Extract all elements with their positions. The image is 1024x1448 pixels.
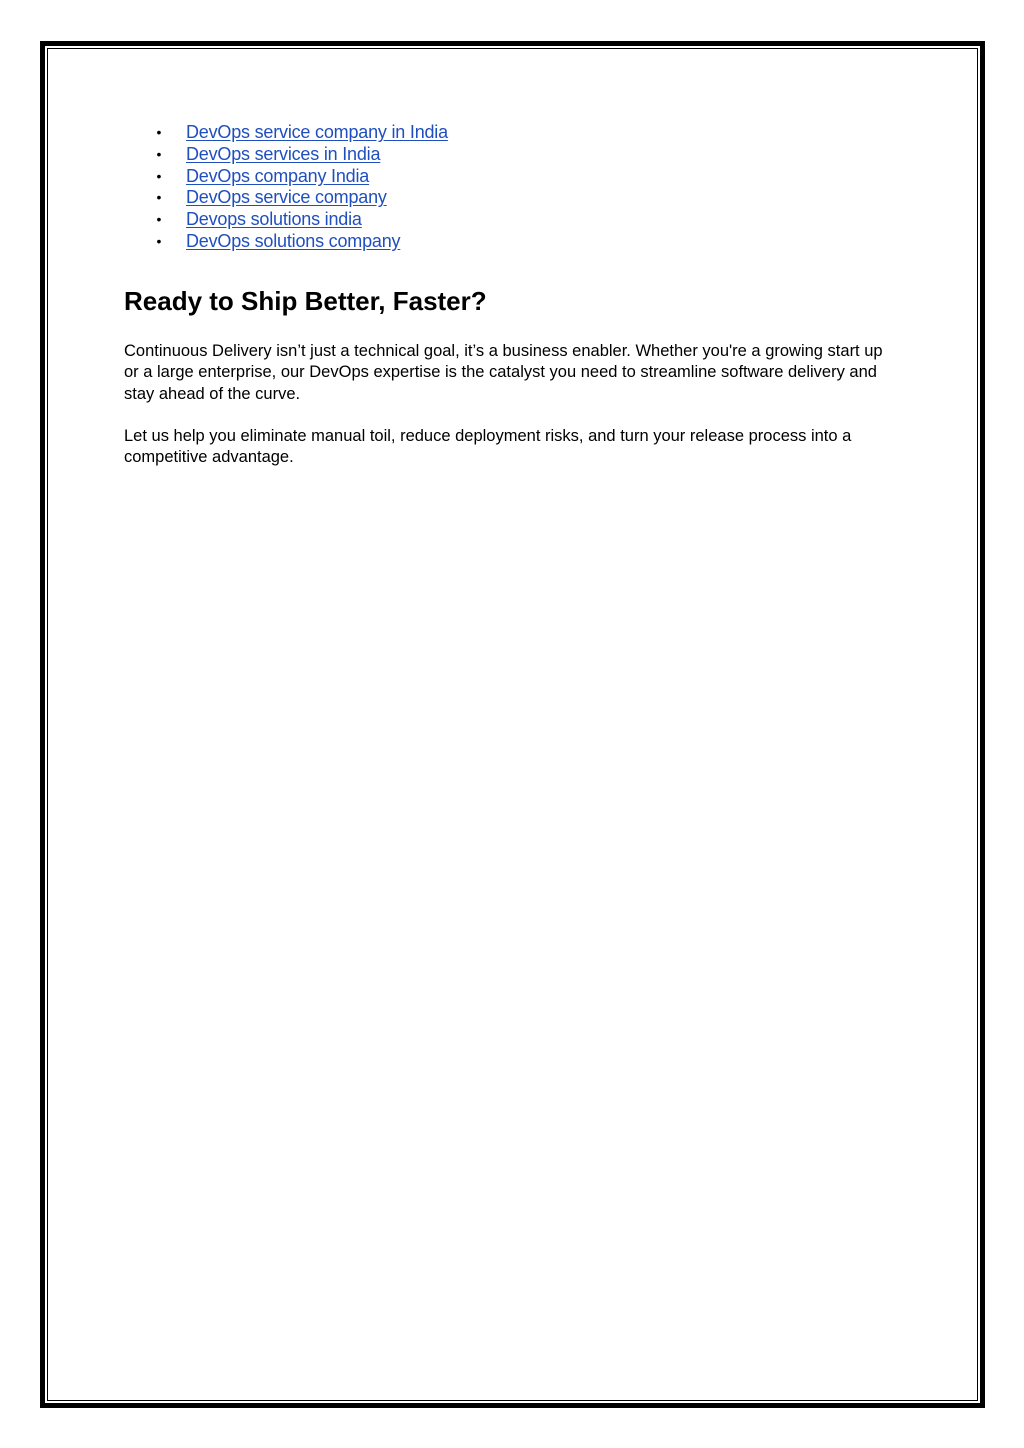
link-devops-service-company[interactable]: DevOps service company	[186, 187, 387, 208]
link-devops-service-company-in-india[interactable]: DevOps service company in India	[186, 122, 448, 142]
bullet-icon: •	[156, 189, 162, 206]
page-border	[40, 41, 985, 1408]
paragraph-intro: Continuous Delivery isn’t just a technical goal, it’s a business enabler. Whether you're a growing start up or a large enterprise, our DevOps expertise is the catalyst you need to streamline software delivery and stay ahead of the curve.	[124, 342, 883, 403]
link-devops-solutions-india[interactable]: Devops solutions india	[186, 209, 362, 230]
section-heading: Ready to Ship Better, Faster?	[124, 286, 487, 316]
link-devops-company-india[interactable]: DevOps company India	[186, 165, 370, 186]
bullet-icon: •	[156, 232, 162, 249]
link-devops-services-in-india[interactable]: DevOps services in India	[186, 143, 381, 164]
bullet-icon: •	[156, 145, 162, 162]
bullet-icon: •	[156, 124, 162, 140]
paragraph-call-to-action: Let us help you eliminate manual toil, reduce deployment risks, and turn your release process into a competitive advantage.	[124, 427, 852, 467]
link-devops-solutions-company[interactable]: DevOps solutions company	[186, 230, 401, 251]
bullet-icon: •	[156, 211, 162, 228]
bullet-icon: •	[156, 167, 162, 184]
